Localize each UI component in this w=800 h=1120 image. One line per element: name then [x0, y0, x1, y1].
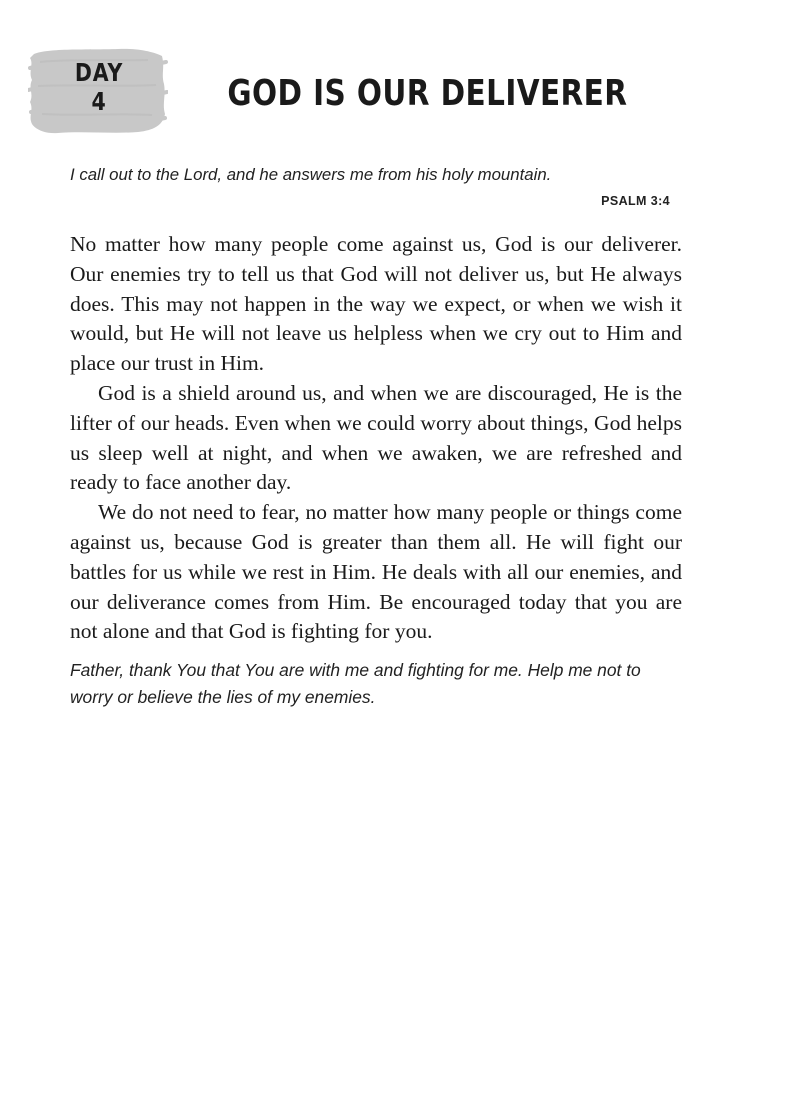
closing-prayer: Father, thank You that You are with me and fighting for me. Help me not to worry or believe the lies of my enemies. — [70, 660, 641, 707]
day-label — [41, 58, 157, 116]
body-paragraph: God is a shield around us, and when we are discouraged, He is the lifter of our heads. Even when we could worry about things, God helps us sleep well at night, and when we awaken, we are refreshed and ready to face another day. — [70, 380, 682, 495]
devotional-body — [70, 230, 682, 647]
body-paragraph: No matter how many people come against us, God is our deliverer. Our enemies try to tell us that God will not deliver us, but He always does. This may not happen in the way we expect, or when we wish it would, but He will not leave us helpless when we cry out to Him and place our trust in Him. — [70, 232, 682, 376]
page-title: GOD IS OUR DELIVERER — [227, 73, 628, 114]
scripture-reference: PSALM 3:4 — [601, 194, 670, 208]
day-number: 4 — [91, 87, 107, 116]
day-word: DAY — [74, 58, 124, 87]
day-badge — [28, 44, 166, 136]
body-paragraph: We do not need to fear, no matter how many people or things come against us, because God is greater than them all. He will fight our battles for us while we rest in Him. He deals with all our enemies, and our deliverance comes from Him. Be encouraged today that you are not alone and that God is fighting for you. — [70, 500, 682, 644]
scripture-verse: I call out to the Lord, and he answers me from his holy mountain. — [70, 165, 552, 184]
